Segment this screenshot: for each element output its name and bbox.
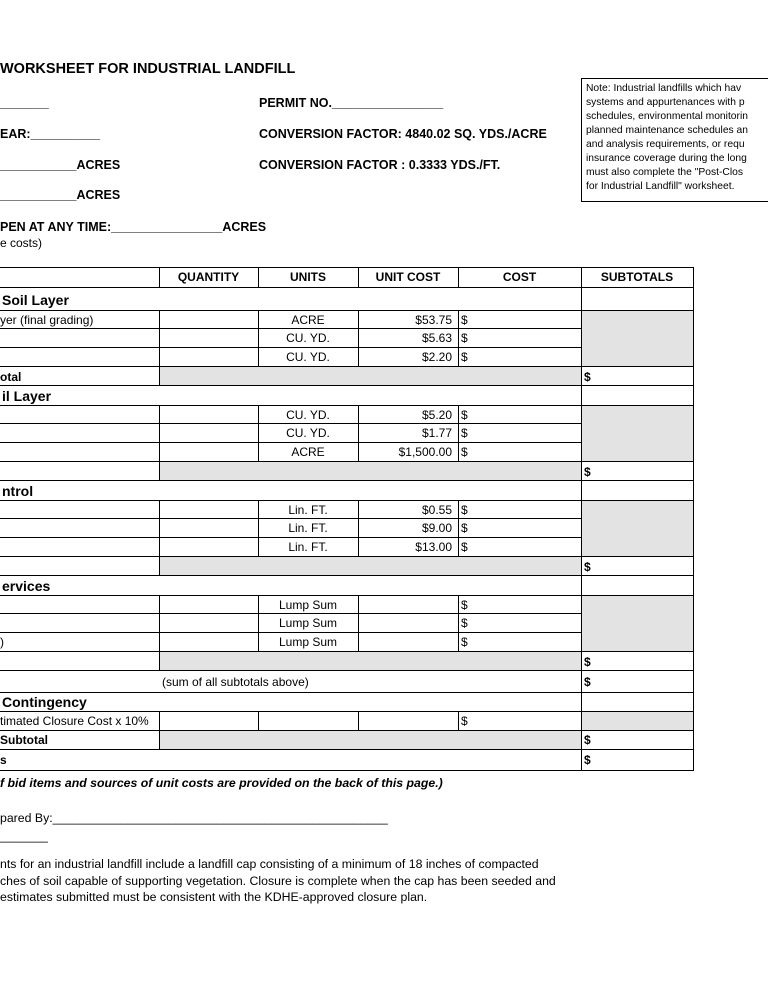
contingency-dollar: $ bbox=[461, 714, 468, 728]
open-acres-field: PEN AT ANY TIME:________________ACRES bbox=[0, 220, 267, 234]
closure-paragraph-line: ches of soil capable of supporting vegetation. Closure is complete when the cap has been seeded and bbox=[0, 874, 556, 888]
row-unit: ACRE bbox=[291, 313, 325, 327]
section-title: ntrol bbox=[2, 483, 34, 499]
row-cost-dollar: $ bbox=[461, 616, 468, 630]
left-field-1: _______ bbox=[0, 96, 49, 110]
note-line: for Industrial Landfill" worksheet. bbox=[586, 181, 735, 192]
note-line: must also complete the "Post-Clos bbox=[586, 167, 744, 178]
subtotal-row-shade bbox=[159, 367, 582, 385]
subtotal-row-shade bbox=[159, 652, 582, 670]
col-header-unit-cost: UNIT COST bbox=[375, 270, 441, 284]
row-unit-cost: $9.00 bbox=[421, 521, 452, 535]
bid-items-note: f bid items and sources of unit costs are provided on the back of this page.) bbox=[0, 776, 443, 790]
subtotal-shade bbox=[582, 712, 694, 730]
row-unit-cost: $1.77 bbox=[421, 426, 452, 440]
row-unit: CU. YD. bbox=[286, 350, 330, 364]
row-unit: Lump Sum bbox=[278, 598, 338, 612]
row-unit: CU. YD. bbox=[286, 408, 330, 422]
row-cost-dollar: $ bbox=[461, 313, 468, 327]
conversion-factor-acre: CONVERSION FACTOR: 4840.02 SQ. YDS./ACRE bbox=[259, 127, 547, 141]
section-title: ervices bbox=[2, 578, 51, 594]
row-unit-cost: $1,500.00 bbox=[398, 445, 452, 459]
row-unit: Lump Sum bbox=[278, 616, 338, 630]
total-dollar: $ bbox=[584, 753, 591, 767]
row-cost-dollar: $ bbox=[461, 350, 468, 364]
section-title: Soil Layer bbox=[2, 292, 69, 308]
row-unit-cost: $5.63 bbox=[421, 331, 452, 345]
subtotal-dollar: $ bbox=[584, 370, 591, 384]
subtotal-row-shade bbox=[159, 462, 582, 480]
row-unit-cost: $0.55 bbox=[421, 503, 452, 517]
subtotal-row-shade bbox=[159, 557, 582, 575]
contingency-subtotal-dollar: $ bbox=[584, 733, 591, 747]
contingency-title: Contingency bbox=[2, 694, 87, 710]
sum-dollar: $ bbox=[584, 675, 591, 689]
row-unit-cost: $5.20 bbox=[421, 408, 452, 422]
row-cost-dollar: $ bbox=[461, 635, 468, 649]
col-header-cost: COST bbox=[502, 270, 537, 284]
left-field-acres-1: ___________ACRES bbox=[0, 158, 121, 172]
subtotal-dollar: $ bbox=[584, 655, 591, 669]
subtotal-shade bbox=[582, 595, 694, 651]
row-item: yer (final grading) bbox=[0, 313, 94, 327]
closure-paragraph-line: estimates submitted must be consistent with the KDHE-approved closure plan. bbox=[0, 890, 428, 904]
closure-paragraph-line: nts for an industrial landfill include a landfill cap consisting of a minimum of 18 inches of compacted bbox=[0, 857, 539, 871]
contingency-item: timated Closure Cost x 10% bbox=[0, 714, 149, 728]
row-unit: Lin. FT. bbox=[288, 540, 328, 554]
row-item: ) bbox=[0, 635, 4, 649]
row-unit: CU. YD. bbox=[286, 331, 330, 345]
costs-note: e costs) bbox=[0, 236, 43, 250]
col-header-quantity: QUANTITY bbox=[177, 270, 240, 284]
note-box bbox=[581, 78, 768, 202]
total-label: s bbox=[0, 753, 7, 767]
prepared-underline: _______ bbox=[0, 829, 48, 843]
note-line: insurance coverage during the long bbox=[586, 153, 747, 164]
row-cost-dollar: $ bbox=[461, 540, 468, 554]
row-cost-dollar: $ bbox=[461, 426, 468, 440]
note-line: systems and appurtenances with p bbox=[586, 97, 745, 108]
row-cost-dollar: $ bbox=[461, 408, 468, 422]
row-unit-cost: $13.00 bbox=[415, 540, 452, 554]
left-field-acres-2: ___________ACRES bbox=[0, 188, 121, 202]
row-unit: Lin. FT. bbox=[288, 503, 328, 517]
subtotal-shade bbox=[582, 405, 694, 461]
contingency-subtotal-label: Subtotal bbox=[0, 733, 48, 747]
subtotal-row-shade bbox=[159, 731, 582, 749]
subtotal-label: otal bbox=[0, 370, 22, 384]
row-cost-dollar: $ bbox=[461, 331, 468, 345]
note-line: schedules, environmental monitorin bbox=[586, 111, 748, 122]
col-header-subtotals: SUBTOTALS bbox=[600, 270, 674, 284]
row-unit: CU. YD. bbox=[286, 426, 330, 440]
row-unit: Lump Sum bbox=[278, 635, 338, 649]
row-cost-dollar: $ bbox=[461, 445, 468, 459]
row-cost-dollar: $ bbox=[461, 598, 468, 612]
row-unit-cost: $2.20 bbox=[421, 350, 452, 364]
subtotal-dollar: $ bbox=[584, 465, 591, 479]
note-line: Note: Industrial landfills which hav bbox=[586, 83, 742, 94]
section-title: il Layer bbox=[2, 388, 52, 404]
subtotal-shade bbox=[582, 310, 694, 366]
row-cost-dollar: $ bbox=[461, 503, 468, 517]
prepared-by-field: pared By:_________________________________________________ bbox=[0, 811, 388, 825]
col-header-units: UNITS bbox=[290, 270, 326, 284]
conversion-factor-ft: CONVERSION FACTOR : 0.3333 YDS./FT. bbox=[259, 158, 501, 172]
row-cost-dollar: $ bbox=[461, 521, 468, 535]
row-unit: ACRE bbox=[291, 445, 325, 459]
note-line: and analysis requirements, or requ bbox=[586, 139, 745, 150]
note-line: planned maintenance schedules an bbox=[586, 125, 749, 136]
sum-note: (sum of all subtotals above) bbox=[162, 675, 309, 689]
subtotal-shade bbox=[582, 500, 694, 556]
left-field-year: EAR:__________ bbox=[0, 127, 101, 141]
row-unit-cost: $53.75 bbox=[415, 313, 452, 327]
permit-number-field: PERMIT NO.________________ bbox=[259, 96, 444, 110]
subtotal-dollar: $ bbox=[584, 560, 591, 574]
cost-table bbox=[0, 267, 694, 771]
row-unit: Lin. FT. bbox=[288, 521, 328, 535]
worksheet-title: WORKSHEET FOR INDUSTRIAL LANDFILL bbox=[0, 61, 296, 77]
